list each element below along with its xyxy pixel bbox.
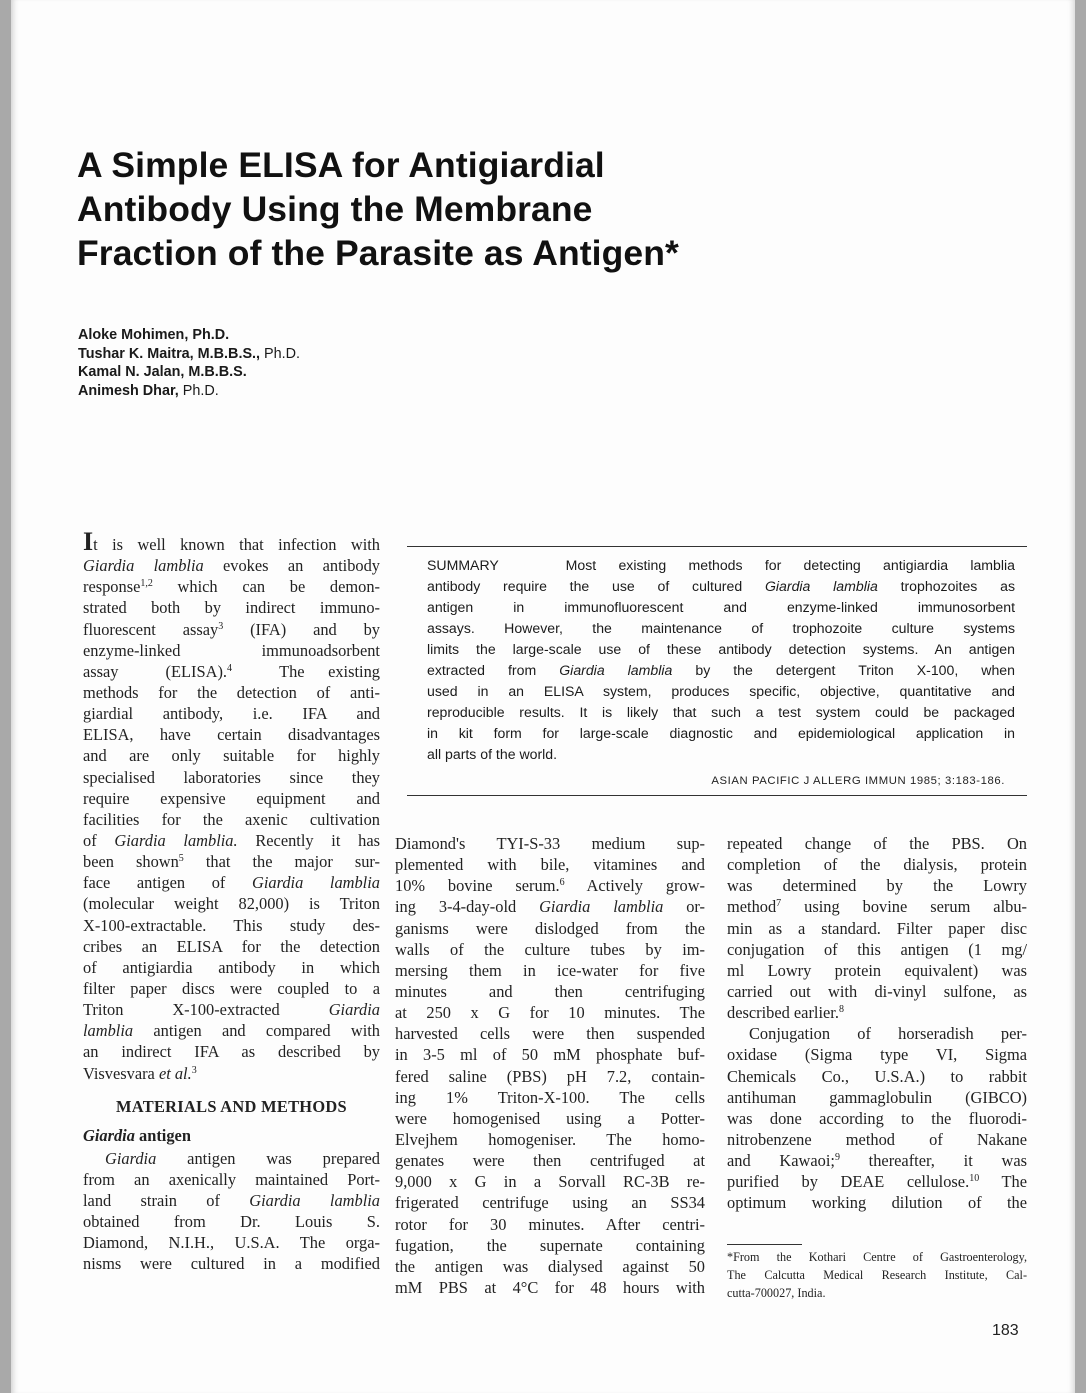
journal-citation: ASIAN PACIFIC J ALLERG IMMUN 1985; 3:183-186.	[711, 775, 1005, 787]
column-1	[83, 527, 380, 1275]
title-line: Fraction of the Parasite as Antigen*	[77, 233, 679, 273]
subsection-heading: Giardia antigen	[83, 1125, 191, 1145]
article-title	[77, 143, 679, 275]
author-list	[78, 326, 300, 400]
summary-bottom-rule	[407, 795, 1027, 796]
column-3: repeated change of the PBS. On completion of the dialysis, protein was determined by the Lowry method$^7$ using bovine serum albu- min as a standard. Filter paper disc conjugation of this antigen (1 mg/ ml Lowry protein equivalent) was carried out with di-vinyl sulfone, as described earlier.$^8$ Conjugation of horseradish per- oxidase (Sigma type VI, Sigma Chemicals Co., U.S.A.) to rabbit antihuman gammaglobulin (GIBCO) was done according to the fluorodi- nitrobenzene method of Nakane and Kawaoi;$^9$ thereafter, it was purified by DEAE cellulose.$^{10}$ The optimum working dilution of the	[727, 834, 1027, 1213]
drop-cap: I	[83, 527, 94, 556]
paper-page	[11, 0, 1075, 1393]
title-line: A Simple ELISA for Antigiardial	[77, 145, 605, 185]
methods-paragraph: Giardia antigen was prepared from an axenically maintained Port- land strain of Giardia lamblia obtained from Dr. Louis S. Diamond, N.I.H., U.S.A. The orga- nisms were cultured in a modified	[83, 1148, 380, 1274]
title-line: Antibody Using the Membrane	[77, 189, 593, 229]
author: Kamal N. Jalan, M.B.B.S.	[78, 364, 247, 380]
author: Aloke Mohimen, Ph.D.	[78, 327, 230, 343]
summary-box	[407, 546, 1027, 796]
section-heading: MATERIALS AND METHODS	[116, 1096, 347, 1116]
author: Animesh Dhar, Ph.D.	[78, 382, 219, 399]
intro-paragraph: It is well known that infection with Giardia lamblia evokes an antibody response$^{1,2}$ which can be demon- strated both by indirect immuno- fluorescent assay$^3$ (IFA) and by enzyme-linked immunoadsorbent assay (ELISA).$^4$ The existing methods for the detection of anti- giardial antibody, i.e. IFA and ELISA, have certain disadvantages and are only suitable for highly specialised laboratories since they require expensive equipment and facilities for the axenic cultivation of Giardia lamblia. Recently it has been shown$^5$ that the major sur- face antigen of Giardia lamblia (molecular weight 82,000) is Triton X-100-extractable. This study des- cribes an ELISA for the detection of antigiardia antibody in which filter paper discs were coupled to a Triton X-100-extracted Giardia lamblia antigen and compared with an indirect IFA as described by Visvesvara et al.$^3$	[83, 527, 380, 1083]
author: Tushar K. Maitra, M.B.B.S., Ph.D.	[78, 345, 301, 362]
affiliation-footnote: *From the Kothari Centre of Gastroenterology, The Calcutta Medical Research Institute, Cal- cutta-700027, India.	[727, 1250, 1027, 1300]
page-number: 183	[992, 1322, 1019, 1339]
summary-text: SUMMARY Most existing methods for detecting antigiardia lamblia antibody require the use of cultured Giardia lamblia trophozoites as antigen in immunofluorescent and enzyme-linked immunosorbent assays. However, the maintenance of trophozoite culture systems limits the large-scale use of these antibody detection systems. An antigen extracted from Giardia lamblia by the detergent Triton X-100, when used in an ELISA system, produces specific, objective, quantitative and reproducible results. It is likely that such a test system could be packaged in kit form for large-scale diagnostic and epidemiological application in all parts of the world.	[427, 557, 1016, 762]
footnote-rule	[727, 1244, 802, 1245]
column-2: Diamond's TYI-S-33 medium sup- plemented with bile, vitamines and 10% bovine serum.$^6$ Actively grow- ing 3-4-day-old Giardia lamblia or- ganisms were dislodged from the walls of the culture tubes by im- mersing them in ice-water for five minutes and then centrifuging at 250 x G for 10 minutes. The harvested cells were then suspended in 3-5 ml of 50 mM phosphate buf- fered saline (PBS) pH 7.2, contain- ing 1% Triton-X-100. The cells were homogenised using a Potter- Elvejhem homogeniser. The homo- genates were then centrifuged at 9,000 x G in a Sorvall RC-3B re- frigerated centrifuge using an SS34 rotor for 30 minutes. After centri- fugation, the supernate containing the antigen was dialysed against 50 mM PBS at 4°C for 48 hours with	[395, 834, 706, 1297]
